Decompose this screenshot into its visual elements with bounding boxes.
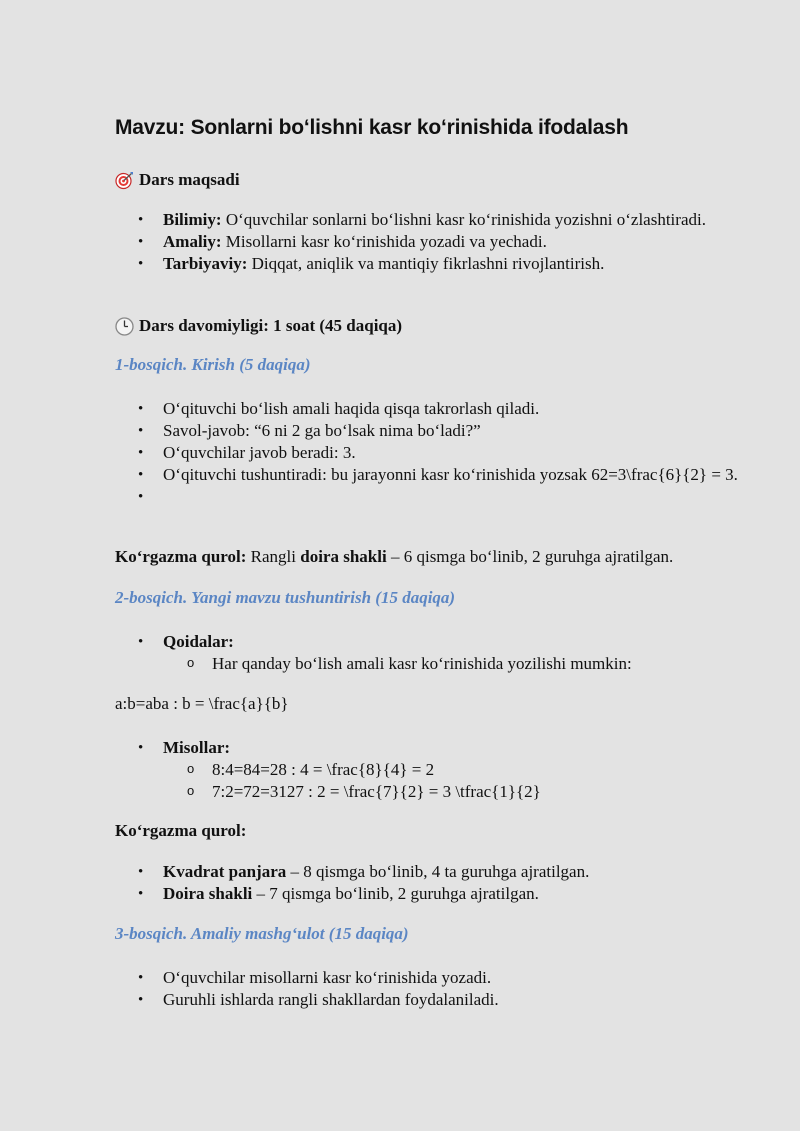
list-item: • O‘quvchilar javob beradi: 3.	[115, 442, 755, 464]
goal-heading	[115, 170, 240, 190]
goal-list	[115, 209, 755, 275]
list-item: • O‘qituvchi tushuntiradi: bu jarayonni kasr ko‘rinishida yozsak 62=3\frac{6}{2} = 3.	[115, 464, 755, 486]
duration-heading	[115, 316, 402, 336]
duration-text: Dars davomiyligi: 1 soat (45 daqiqa)	[139, 316, 403, 335]
sublist-item: o Har qanday bo‘lish amali kasr ko‘rinishida yozilishi mumkin:	[115, 653, 755, 675]
formula: a:b=aba : b = \frac{a}{b}	[115, 694, 289, 713]
list-item: • Savol-javob: “6 ni 2 ga bo‘lsak nima bo‘ladi?”	[115, 420, 755, 442]
list-item	[115, 737, 755, 803]
sublist-item: o 7:2=72=3127 : 2 = \frac{7}{2} = 3 \tfrac{1}{2}	[115, 781, 755, 803]
list-item: • O‘qituvchi bo‘lish amali haqida qisqa takrorlash qiladi.	[115, 398, 755, 420]
list-item: • Tarbiyaviy: Diqqat, aniqlik va mantiqiy fikrlashni rivojlantirish.	[115, 253, 755, 275]
clock-icon	[115, 317, 134, 336]
page-title: Mavzu: Sonlarni bo‘lishni kasr ko‘rinishida ifodalash	[115, 116, 629, 139]
goal-heading-text: Dars maqsadi	[139, 170, 240, 189]
sublist-item: o 8:4=84=28 : 4 = \frac{8}{4} = 2	[115, 759, 755, 781]
stage1-list	[115, 398, 755, 508]
list-item: • Doira shakli – 7 qismga bo‘linib, 2 guruhga ajratilgan.	[115, 883, 755, 905]
list-item-empty	[115, 486, 755, 508]
stage2-rules-list	[115, 631, 755, 675]
list-item: • Guruhli ishlarda rangli shakllardan foydalaniladi.	[115, 989, 755, 1011]
list-item	[115, 631, 755, 675]
examples-label: Misollar:	[163, 738, 231, 757]
stage2-examples-list	[115, 737, 755, 803]
stage1-visual-aid: Ko‘rgazma qurol: Rangli doira shakli – 6 qismga bo‘linib, 2 guruhga ajratilgan.	[115, 547, 674, 566]
list-item: • Bilimiy: O‘quvchilar sonlarni bo‘lishni kasr ko‘rinishida yozishni o‘zlashtiradi.	[115, 209, 755, 231]
stage3-list	[115, 967, 755, 1011]
list-item: • Kvadrat panjara – 8 qismga bo‘linib, 4 ta guruhga ajratilgan.	[115, 861, 755, 883]
stage2-visual-list	[115, 861, 755, 905]
list-item: • Amaliy: Misollarni kasr ko‘rinishida yozadi va yechadi.	[115, 231, 755, 253]
stage3-heading: 3-bosqich. Amaliy mashg‘ulot (15 daqiqa)	[115, 924, 409, 943]
stage2-heading: 2-bosqich. Yangi mavzu tushuntirish (15 daqiqa)	[115, 588, 456, 607]
target-icon	[115, 171, 134, 190]
rules-label: Qoidalar:	[163, 632, 234, 651]
stage2-visual-label: Ko‘rgazma qurol:	[115, 821, 247, 840]
examples-sublist	[115, 759, 755, 803]
rules-sublist	[115, 653, 755, 675]
stage1-heading: 1-bosqich. Kirish (5 daqiqa)	[115, 355, 311, 374]
list-item: • O‘quvchilar misollarni kasr ko‘rinishida yozadi.	[115, 967, 755, 989]
